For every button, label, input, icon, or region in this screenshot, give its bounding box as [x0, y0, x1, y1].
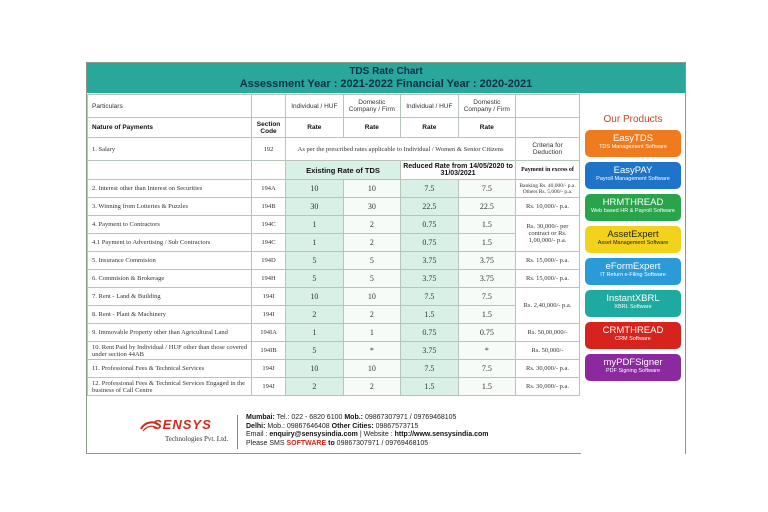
product-assetexpert[interactable]: AssetExpert Asset Management Software — [585, 226, 681, 253]
product-easypay[interactable]: EasyPAY Payroll Management Software — [585, 162, 681, 189]
product-crmthread[interactable]: CRMTHREAD CRM Software — [585, 322, 681, 349]
chart-subtitle: Assessment Year : 2021-2022 Financial Year : 2020-2021 — [239, 78, 533, 90]
table-row: 4. Payment to Contractors 194C 1 2 0.75 1.5 Rs. 30,000/- per contract or Rs. 1,00,000/- p.a. — [88, 216, 580, 234]
payment-excess-header: Payment in excess of — [516, 161, 580, 180]
tds-table — [87, 94, 580, 396]
table-row: 4.1 Payment to Advertising / Sub Contractors 194C 1 2 0.75 1.5 — [88, 234, 580, 252]
table-row: 6. Commision & Brokerage 194H 5 5 3.75 3.75 Rs. 15,000/- p.a. — [88, 270, 580, 288]
reduced-rate-header: Reduced Rate from 14/05/2020 to 31/03/2021 — [401, 161, 516, 180]
domestic-header-1: Domestic Company / Firm — [343, 95, 401, 118]
contact-info: Mumbai: Tel.: 022 - 6820 6100 Mob.: 09867307971 / 09769468105 Delhi: Mob.: 09867646408 Other Cities: 09867573715 Email : enquiry@sensysindia.com | Website : http://www.sensysindia.com Please SMS SOFTWARE to 09867307971 / 09769468105 — [246, 414, 489, 447]
products-sidebar — [581, 94, 685, 454]
individual-header-1: Individual / HUF — [286, 95, 344, 118]
rate-header: Rate — [343, 118, 401, 138]
rate-header: Rate — [401, 118, 459, 138]
product-mypdfsigner[interactable]: myPDFSigner PDF Signing Software — [585, 354, 681, 381]
nature-header: Nature of Payments — [88, 118, 252, 138]
sensys-logo: SENSYS Technologies Pvt. Ltd. — [139, 415, 239, 449]
products-title: Our Products — [603, 114, 663, 125]
product-instantxbrl[interactable]: InstantXBRL XBRL Software — [585, 290, 681, 317]
table-row: 8. Rent - Plant & Machinery 194I 2 2 1.5 1.5 — [88, 306, 580, 324]
salary-code: 192 — [252, 138, 286, 161]
email-link[interactable]: enquiry@sensysindia.com — [269, 431, 358, 438]
salary-label: 1. Salary — [88, 138, 252, 161]
domestic-header-2: Domestic Company / Firm — [458, 95, 516, 118]
table-row: 12. Professional Fees & Technical Services Engaged in the business of Call Centre 194J 2 2 1.5 1.5 Rs. 30,000/- p.a. — [88, 378, 580, 396]
table-row: 2. Interest other than Interest on Securities 194A 10 10 7.5 7.5 Banking Rs. 40,000/- p.a. Others Rs. 5,000/- p.a. — [88, 180, 580, 198]
salary-note: As per the prescribed rates applicable to Individual / Women & Senior Citizens — [286, 138, 516, 161]
table-row: 3. Winning from Lotteries & Puzzles 194B 30 30 22.5 22.5 Rs. 10,000/- p.a. — [88, 198, 580, 216]
rate-header: Rate — [286, 118, 344, 138]
footer — [87, 411, 685, 453]
particulars-header: Particulars — [88, 95, 252, 118]
table-row: 9. Immovable Property other than Agricultural Land 194IA 1 1 0.75 0.75 Rs. 50,00,000/- — [88, 324, 580, 342]
criteria-header: Criteria for Deduction — [516, 138, 580, 161]
rate-header: Rate — [458, 118, 516, 138]
table-row: 10. Rent Paid by Individual / HUF other than those covered under section 44AB 194IB 5 * 3.75 * Rs. 50,000/- — [88, 342, 580, 360]
product-easytds[interactable]: EasyTDS TDS Management Software — [585, 130, 681, 157]
existing-rate-header: Existing Rate of TDS — [286, 161, 401, 180]
product-eformexpert[interactable]: eFormExpert IT Return e-Filing Software — [585, 258, 681, 285]
section-code-header: Section Code — [252, 118, 286, 138]
chart-header — [87, 63, 685, 93]
table-row: 5. Insurance Commision 194D 5 5 3.75 3.75 Rs. 15,000/- p.a. — [88, 252, 580, 270]
chart-title: TDS Rate Chart — [349, 66, 423, 77]
table-row: 11. Professional Fees & Technical Services 194J 10 10 7.5 7.5 Rs. 30,000/- p.a. — [88, 360, 580, 378]
individual-header-2: Individual / HUF — [401, 95, 459, 118]
divider — [237, 415, 238, 449]
product-hrmthread[interactable]: HRMTHREAD Web based HR & Payroll Software — [585, 194, 681, 221]
table-row: 7. Rent - Land & Building 194I 10 10 7.5 7.5 Rs. 2,40,000/- p.a. — [88, 288, 580, 306]
website-link[interactable]: http://www.sensysindia.com — [394, 431, 489, 438]
tds-rate-chart — [86, 62, 686, 454]
